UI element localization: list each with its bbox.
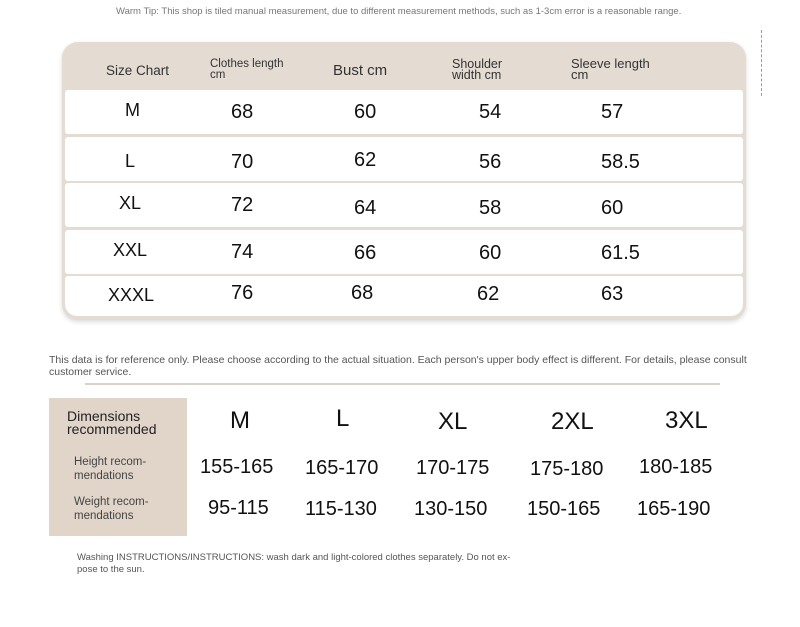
row-sleeve: 63 xyxy=(601,283,624,305)
weight-range-m: 95-115 xyxy=(208,497,269,519)
height-label-line1: Height recom- xyxy=(74,456,147,468)
weight-label-line2: mendations xyxy=(74,510,134,522)
weight-range-3xl: 165-190 xyxy=(637,498,711,520)
dashed-divider xyxy=(761,30,763,96)
weight-range-2xl: 150-165 xyxy=(527,498,601,520)
recommend-size-3xl: 3XL xyxy=(665,407,708,434)
recommend-size-m: M xyxy=(230,407,250,434)
header-sleeve-length xyxy=(571,58,650,80)
height-label-line2: mendations xyxy=(74,470,134,482)
weight-label-line1: Weight recom- xyxy=(74,496,149,508)
height-range-3xl: 180-185 xyxy=(639,456,713,478)
weight-range-l: 115-130 xyxy=(305,498,377,520)
row-shoulder: 60 xyxy=(479,242,502,264)
row-bust: 66 xyxy=(354,242,377,264)
size-chart-header xyxy=(62,42,746,90)
header-clothes-length-unit: cm xyxy=(210,69,226,81)
size-row-xxl xyxy=(65,230,743,274)
row-size: L xyxy=(125,151,136,171)
header-sleeve-label: Sleeve length xyxy=(571,56,650,71)
height-range-2xl: 175-180 xyxy=(530,458,604,480)
row-length: 72 xyxy=(231,194,254,216)
size-chart-table xyxy=(62,42,746,320)
row-length: 74 xyxy=(231,241,254,263)
header-shoulder-width xyxy=(452,59,502,81)
size-row-xl xyxy=(65,183,743,227)
dimensions-recommended-title xyxy=(67,410,157,436)
dimensions-title-line2: recommended xyxy=(67,421,157,437)
washing-instructions xyxy=(77,552,557,576)
row-size: XXXL xyxy=(108,285,155,305)
warm-tip: Warm Tip: This shop is tiled manual measurement, due to different measurement methods, such as 1-3cm error is a reasonable range. xyxy=(116,6,682,17)
row-shoulder: 54 xyxy=(479,101,502,123)
height-range-xl: 170-175 xyxy=(416,457,490,479)
washing-line-1: Washing INSTRUCTIONS/INSTRUCTIONS: wash dark and light-colored clothes separately. Do not ex- xyxy=(77,552,511,563)
row-bust: 64 xyxy=(354,197,377,219)
size-row-m xyxy=(65,90,743,134)
row-length: 76 xyxy=(231,282,254,304)
note-divider xyxy=(85,383,720,385)
row-bust: 60 xyxy=(354,101,377,123)
weight-recommendations-label xyxy=(74,495,149,523)
height-range-l: 165-170 xyxy=(305,457,379,479)
header-bust: Bust cm xyxy=(333,62,388,79)
row-sleeve: 58.5 xyxy=(601,151,640,173)
row-sleeve: 60 xyxy=(601,197,624,219)
row-size: XL xyxy=(119,193,142,213)
size-row-xxxl xyxy=(65,276,743,316)
row-length: 70 xyxy=(231,151,254,173)
dimensions-title-line1: Dimensions xyxy=(67,408,141,424)
header-shoulder-unit: width cm xyxy=(452,68,502,82)
header-sleeve-unit: cm xyxy=(571,67,589,82)
row-size: XXL xyxy=(113,240,148,260)
size-row-l xyxy=(65,137,743,181)
row-bust: 62 xyxy=(354,149,377,171)
row-length: 68 xyxy=(231,101,254,123)
weight-range-xl: 130-150 xyxy=(414,498,488,520)
header-shoulder-label: Shoulder xyxy=(452,57,503,71)
height-recommendations-label xyxy=(74,455,146,483)
row-sleeve: 57 xyxy=(601,101,624,123)
recommend-size-2xl: 2XL xyxy=(551,408,594,435)
row-bust: 68 xyxy=(351,282,374,304)
row-size: M xyxy=(125,100,140,120)
header-clothes-length xyxy=(210,59,284,81)
row-sleeve: 61.5 xyxy=(601,242,640,264)
recommend-size-l: L xyxy=(336,405,350,432)
height-range-m: 155-165 xyxy=(200,456,274,478)
recommend-size-xl: XL xyxy=(438,408,468,435)
reference-note: This data is for reference only. Please choose according to the actual situation. Each person's upper body effect is different. For details, please consult customer service. xyxy=(49,354,747,378)
row-shoulder: 56 xyxy=(479,151,502,173)
washing-line-2: pose to the sun. xyxy=(77,564,145,575)
row-shoulder: 62 xyxy=(477,283,500,305)
row-shoulder: 58 xyxy=(479,197,502,219)
header-clothes-length-label: Clothes length xyxy=(210,58,284,70)
header-size-chart: Size Chart xyxy=(106,63,170,78)
